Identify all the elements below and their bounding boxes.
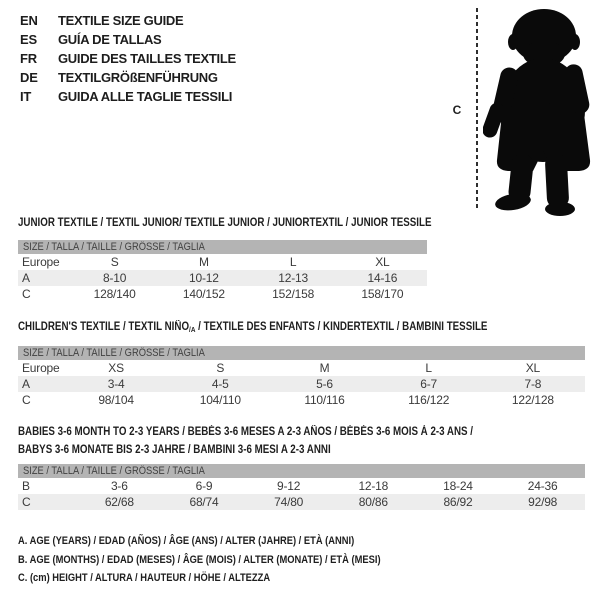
size-cell: L xyxy=(425,361,432,375)
footnote-a: A. AGE (YEARS) / EDAD (AÑOS) / ÂGE (ANS) / ALTER (JAHRE) / ETÀ (ANNI) xyxy=(18,535,355,547)
row-label-cell: C xyxy=(22,393,31,407)
table-header-row xyxy=(18,464,585,478)
language-list xyxy=(20,11,236,106)
size-cell: 10-12 xyxy=(159,270,248,286)
size-cell: M xyxy=(319,361,330,375)
size-cell: 92/98 xyxy=(500,494,585,510)
language-code: EN xyxy=(20,13,38,28)
babies-table-title-line2: BABYS 3-6 MONATE BIS 2-3 JAHRE / BAMBINI 3-6 MESI A 2-3 ANNI xyxy=(18,444,331,456)
language-code: FR xyxy=(20,51,37,66)
size-header-text: SIZE / TALLA / TAILLE / GRÖSSE / TAGLIA xyxy=(23,241,205,253)
size-cell: 158/170 xyxy=(361,287,404,301)
table-row xyxy=(18,286,427,302)
size-header-text: SIZE / TALLA / TAILLE / GRÖSSE / TAGLIA xyxy=(23,465,205,477)
table-row xyxy=(18,254,427,270)
size-cell: 86/92 xyxy=(416,494,501,510)
size-cell: 110/116 xyxy=(304,393,345,407)
language-row xyxy=(20,11,236,30)
language-label: TEXTILGRÖßENFÜHRUNG xyxy=(58,70,218,85)
language-label: GUIDA ALLE TAGLIE TESSILI xyxy=(58,89,233,104)
language-row xyxy=(20,68,236,87)
table-row xyxy=(18,360,585,376)
table-row xyxy=(18,270,427,286)
language-row xyxy=(20,30,236,49)
size-cell: 3-6 xyxy=(110,479,128,493)
babies-table-title-line1: BABIES 3-6 MONTH TO 2-3 YEARS / BEBÉS 3-6 MESES A 2-3 AÑOS / BÉBÉS 3-6 MOIS À 2-3 ANS / xyxy=(18,426,474,438)
row-label-cell: A xyxy=(18,376,64,392)
junior-table-title-text: JUNIOR TEXTILE / TEXTIL JUNIOR/ TEXTILE JUNIOR / JUNIORTEXTIL / JUNIOR TESSILE xyxy=(18,217,432,229)
size-cell: 12-18 xyxy=(358,479,389,493)
language-label: GUÍA DE TALLAS xyxy=(58,32,162,47)
size-cell: 14-16 xyxy=(338,270,427,286)
size-cell: S xyxy=(110,255,119,269)
language-row xyxy=(20,87,236,106)
size-cell: 8-10 xyxy=(70,270,159,286)
size-cell: L xyxy=(289,255,297,269)
title-subscript: /A xyxy=(189,325,196,334)
height-measure-line xyxy=(476,8,478,209)
size-cell: 12-13 xyxy=(249,270,338,286)
table-row xyxy=(18,376,585,392)
size-cell: 98/104 xyxy=(98,393,134,407)
row-label-cell: Europe xyxy=(22,255,60,269)
row-label-cell: C xyxy=(18,494,77,510)
size-cell: 152/158 xyxy=(272,287,315,301)
size-cell: 4-5 xyxy=(168,376,272,392)
row-label-cell: B xyxy=(22,479,30,493)
size-cell: 104/110 xyxy=(199,393,241,407)
footnotes xyxy=(18,532,445,588)
size-cell: 128/140 xyxy=(93,287,136,301)
table-row xyxy=(18,392,585,408)
size-header-cell xyxy=(18,240,427,254)
size-header-cell xyxy=(18,464,585,478)
size-cell: 6-9 xyxy=(195,479,213,493)
language-code: IT xyxy=(20,89,32,104)
row-label-cell: A xyxy=(18,270,70,286)
size-header-cell xyxy=(18,346,585,360)
size-cell: 7-8 xyxy=(481,376,585,392)
toddler-silhouette-icon xyxy=(483,4,598,216)
size-cell: 80/86 xyxy=(331,494,416,510)
babies-table-title xyxy=(18,423,553,459)
babies-size-table xyxy=(18,464,585,510)
table-header-row xyxy=(18,346,585,360)
size-cell: 62/68 xyxy=(77,494,162,510)
size-cell: 18-24 xyxy=(443,479,473,493)
footnote-b: B. AGE (MONTHS) / EDAD (MESES) / ÂGE (MOIS) / ALTER (MONATE) / ETÀ (MESI) xyxy=(18,553,381,566)
row-label-cell: Europe xyxy=(22,361,60,375)
row-label-cell: C xyxy=(22,287,31,301)
size-cell: 116/122 xyxy=(408,393,450,407)
table-row xyxy=(18,478,585,494)
size-cell: 6-7 xyxy=(377,376,481,392)
language-row xyxy=(20,49,236,68)
size-cell: XL xyxy=(525,361,541,375)
table-header-row xyxy=(18,240,427,254)
size-cell: XL xyxy=(375,255,390,269)
footnote-c: C. (cm) HEIGHT / ALTURA / HAUTEUR / HÖHE / ALTEZZA xyxy=(18,572,271,584)
size-cell: 5-6 xyxy=(272,376,376,392)
size-header-text: SIZE / TALLA / TAILLE / GRÖSSE / TAGLIA xyxy=(23,347,205,359)
junior-size-table xyxy=(18,240,427,302)
junior-table-title xyxy=(18,216,504,230)
language-label: TEXTILE SIZE GUIDE xyxy=(58,13,184,28)
size-cell: S xyxy=(216,361,225,375)
table-row xyxy=(18,494,585,510)
size-cell: 9-12 xyxy=(277,479,301,493)
language-code: DE xyxy=(20,70,38,85)
language-code: ES xyxy=(20,32,37,47)
height-marker-label: C xyxy=(452,103,462,117)
size-cell: XS xyxy=(108,361,124,375)
size-cell: 122/128 xyxy=(511,393,554,407)
size-cell: 140/152 xyxy=(182,287,225,301)
size-cell: 24-36 xyxy=(527,479,558,493)
size-cell: 68/74 xyxy=(162,494,247,510)
size-cell: M xyxy=(198,255,209,269)
children-table-title-text: CHILDREN'S TEXTILE / TEXTIL $NIÑO_{/A}$ / TEXTILE DES ENFANTS / KINDERTEXTIL / BAMBINI TESSILE xyxy=(18,321,488,334)
children-size-table xyxy=(18,346,585,408)
language-label: GUIDE DES TAILLES TEXTILE xyxy=(58,51,236,66)
size-cell: 3-4 xyxy=(64,376,168,392)
children-table-title xyxy=(18,320,570,334)
size-cell: 74/80 xyxy=(246,494,331,510)
